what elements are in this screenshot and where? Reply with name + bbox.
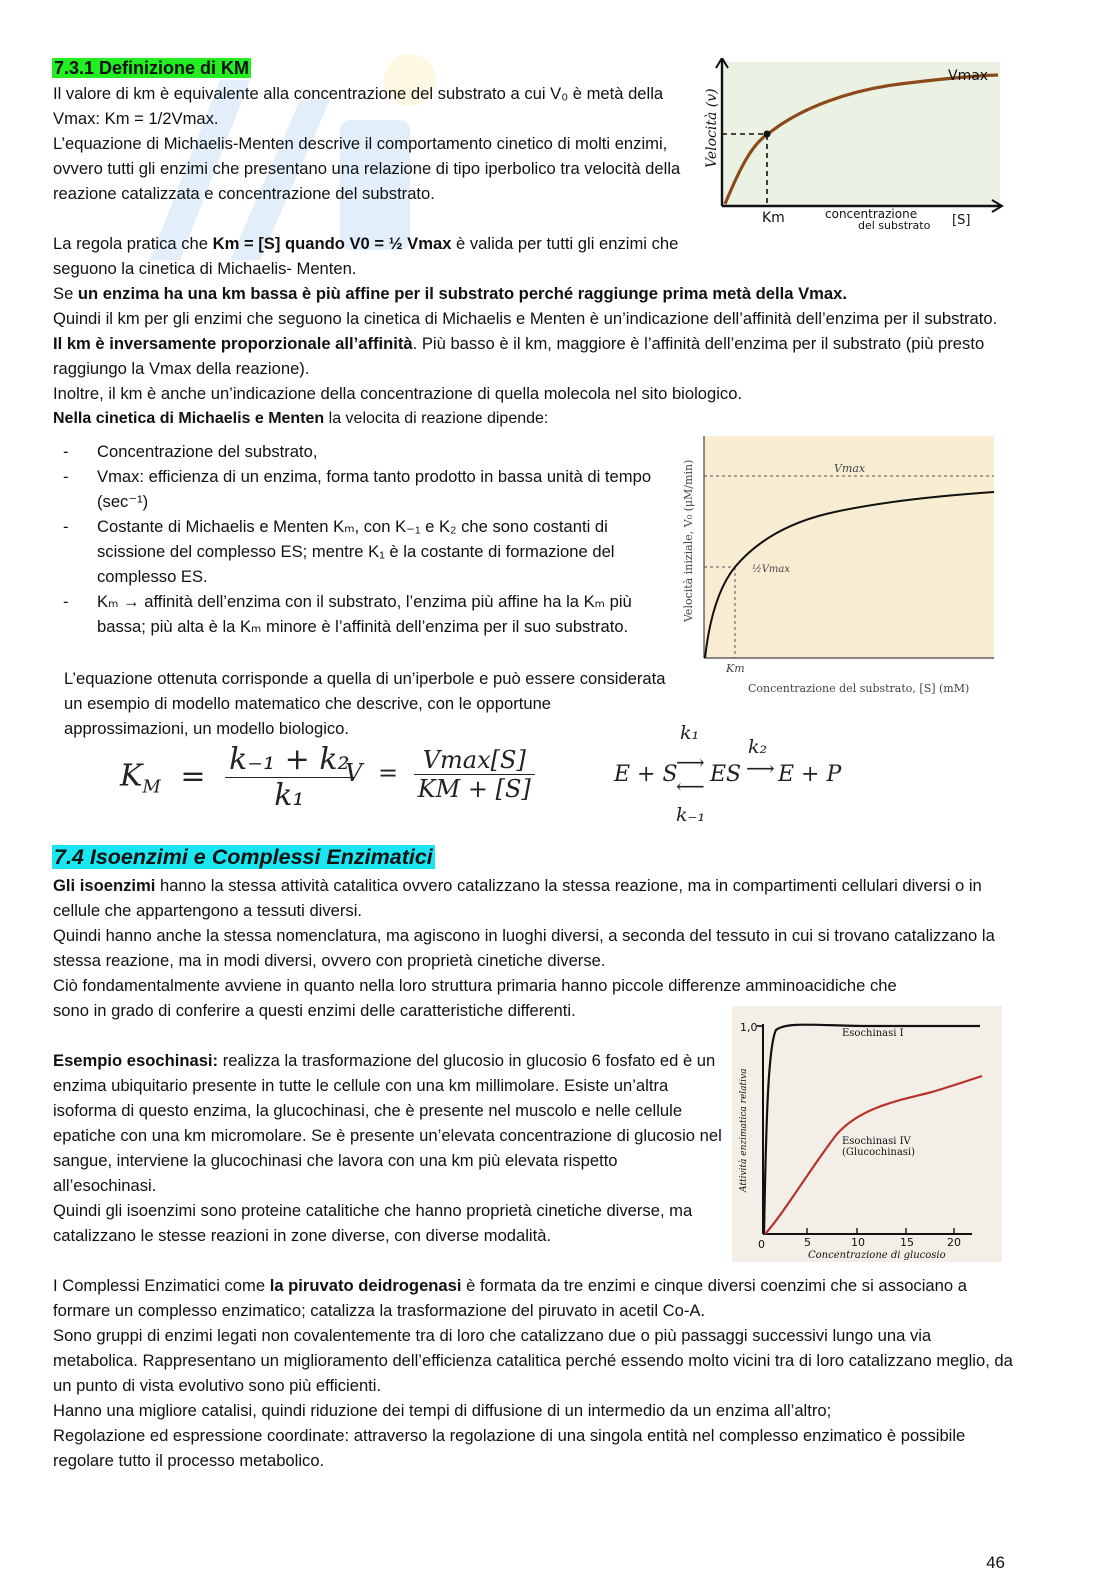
list-item: - Concentrazione del substrato, [53,439,673,464]
paragraph-isoenzymes: Gli isoenzimi hanno la stessa attività catalitica ovvero catalizzano la stessa reazione, ma in compartimenti cellulari diversi o in cellule che appartengono a tessuti diversi. [53,876,982,920]
paragraph-enzyme-complexes: I Complessi Enzimatici come la piruvato deidrogenasi è formata da tre enzimi e cinque diversi coenzimi che si associano a formare un complesso enzimatico; catalizza la trasformazione del piruvato in acetil Co-A. [53,1276,967,1320]
paragraph-km-definition: Il valore di km è equivalente alla concentrazione del substrato a cui V₀ è metà della Vmax: Km = 1/2Vmax. [53,84,664,128]
x-axis-label: Concentrazione di glucosio [808,1250,946,1261]
x-tick-label: 5 [804,1236,811,1249]
paragraph-hexokinase: Esempio esochinasi: realizza la trasformazione del glucosio in glucosio 6 fosfato ed è un enzima ubiquitario presente in tutte le cellule con una km millimolare. Esiste un’altra isoforma di questo enzima, la glucochinasi, che è presente nel muscolo e nelle cellule epatiche con una km micromolare. Se è presente un’elevata concentrazione di glucosio nel sangue, interviene la glucochinasi che lavora con una km più elevata rispetto all’esochinasi. [53,1051,722,1195]
paragraph-coordinated-regulation: Regolazione ed espressione coordinate: attraverso la regolazione di una singola entità nel complesso enzimatico è possibile regolare tutto il processo metabolico. [53,1426,966,1470]
x-tick-label: 20 [947,1236,961,1249]
reaction-scheme: k₁ k₂ E + S ⟶ ⟵ ES ⟶ E + P k₋₁ [614,722,842,826]
y-axis-max-label: 1,0 [740,1021,758,1034]
paragraph-hyperbola: L’equazione ottenuta corrisponde a quella di un’iperbole e può essere considerata un esempio di modello matematico che descrive, con le opportune approssimazioni, un modello biologico. [64,669,666,738]
list-item: - Costante di Michaelis e Menten Kₘ, con K₋₁ e K₂ che sono costanti di scissione del complesso ES; mentre K₁ è la costante di formazione del complesso ES. [53,514,673,589]
product-arrow: ⟶ [746,756,775,780]
section-heading-7-3-1: 7.3.1 Definizione di KM [54,58,250,78]
vmax-label: Vmax [834,462,866,475]
figure-michaelis-menten-curve [676,432,998,700]
glucokinase-label: Esochinasi IV [842,1136,911,1147]
paragraph-primary-structure: Ciò fondamentalmente avviene in quanto nella loro struttura primaria hanno piccole differenze amminoacidiche che sono in grado di conferire a questi enzimi delle caratteristiche differenti. [53,976,897,1020]
km-label: Km [726,662,745,675]
km-formula: $K_M$ = $\frac{\text{k₋₁ + k₂}}{\text{k₁}}$ [120,742,354,813]
paragraph-depends-on: Nella cinetica di Michaelis e Menten la velocita di reazione dipende: [53,410,549,427]
list-item: - Vmax: efficienza di un enzima, forma tanto prodotto in bassa unità di tempo (sec⁻¹) [53,464,673,514]
hexokinase-i-label: Esochinasi I [842,1028,904,1039]
section-heading-7-4: 7.4 Isoenzimi e Complessi Enzimatici [54,845,433,869]
x-tick-label: 15 [900,1236,914,1249]
list-item: - Kₘ → affinità dell’enzima con il substrato, l’enzima più affine ha la Kₘ più bassa; più alta è la Kₘ minore è l’affinità dell’enzima per il suo substrato. [53,589,673,639]
x-tick-label: 0 [758,1238,765,1251]
y-axis-label: Velocità iniziale, V₀ (μM/min) [682,459,695,622]
vmax-label: Vmax [948,68,989,84]
v-formula: V = $\frac{Vmax[S]}{KM + [S]}$ [345,746,535,803]
glucokinase-label-sub: (Glucochinasi) [842,1147,916,1158]
y-axis-label: Velocità (v) [704,88,720,168]
km-label: Km [762,210,785,226]
figure-velocity-curve [700,58,1006,236]
x-axis-label-line1: concentrazione [825,207,918,221]
x-tick-label: 10 [851,1236,865,1249]
y-axis-label: Attività enzimatica relativa [739,1068,749,1192]
x-axis-label: Concentrazione del substrato, [S] (mM) [748,682,970,695]
half-vmax-point [764,131,771,138]
paragraph-nomenclature: Quindi hanno anche la stessa nomenclatura, ma agiscono in luoghi diversi, a seconda del tessuto in cui si trovano catalizzano la stessa reazione, ma in modi diversi, ovvero con proprietà cinetiche diverse. [53,926,995,970]
half-vmax-label: ½Vmax [752,564,790,575]
dependency-list [53,439,673,639]
forward-arrow: ⟶ [676,750,705,774]
paragraph-concentration: Inoltre, il km è anche un’indicazione della concentrazione di quella molecola nel sito biologico. [53,384,743,403]
paragraph-complex-groups: Sono gruppi di enzimi legati non covalentemente tra di loro che catalizzano due o più passaggi successivi lungo una via metabolica. Rappresentano un miglioramento dell’efficienza catalitica perché essendo molto vicini tra di loro catalizzano meglio, da un punto di vista evolutivo sono più efficienti. [53,1326,1013,1395]
paragraph-michaelis-menten: L’equazione di Michaelis-Menten descrive il comportamento cinetico di molti enzimi, ovvero tutti gli enzimi che presentano una relazione di tipo iperbolico tra velocità della reazione catalizzata e concentrazione del substrato. [53,134,681,203]
reverse-arrow: ⟵ [676,774,705,798]
x-axis-label-line2: del substrato [858,219,931,232]
paragraph-better-catalysis: Hanno una migliore catalisi, quindi riduzione dei tempi di diffusione di un intermedio da un enzima all’altro; [53,1401,832,1420]
paragraph-isoenzyme-summary: Quindi gli isoenzimi sono proteine catalitiche che hanno proprietà cinetiche diverse, ma catalizzano le stesse reazioni in zone diverse, con diverse modalità. [53,1201,693,1245]
paragraph-low-km: Se un enzima ha una km bassa è più affine per il substrato perché raggiunge prima metà della Vmax. [53,284,847,303]
figure-hexokinase-glucokinase [732,1006,1002,1262]
paragraph-practical-rule: La regola pratica che Km = [S] quando V0 = ½ Vmax è valida per tutti gli enzimi che seguono la cinetica di Michaelis- Menten. [53,234,679,278]
paragraph-affinity: Quindi il km per gli enzimi che seguono la cinetica di Michaelis e Menten è un’indicazione dell’affinità dell’enzima per il substrato. Il km è inversamente proporzionale all’affinità. Più basso è il km, maggiore è l’affinità dell’enzima per il substrato (più presto raggiungo la Vmax della reazione). [53,309,998,378]
page-number: 46 [986,1553,1005,1572]
x-axis-label-s: [S] [952,213,971,228]
